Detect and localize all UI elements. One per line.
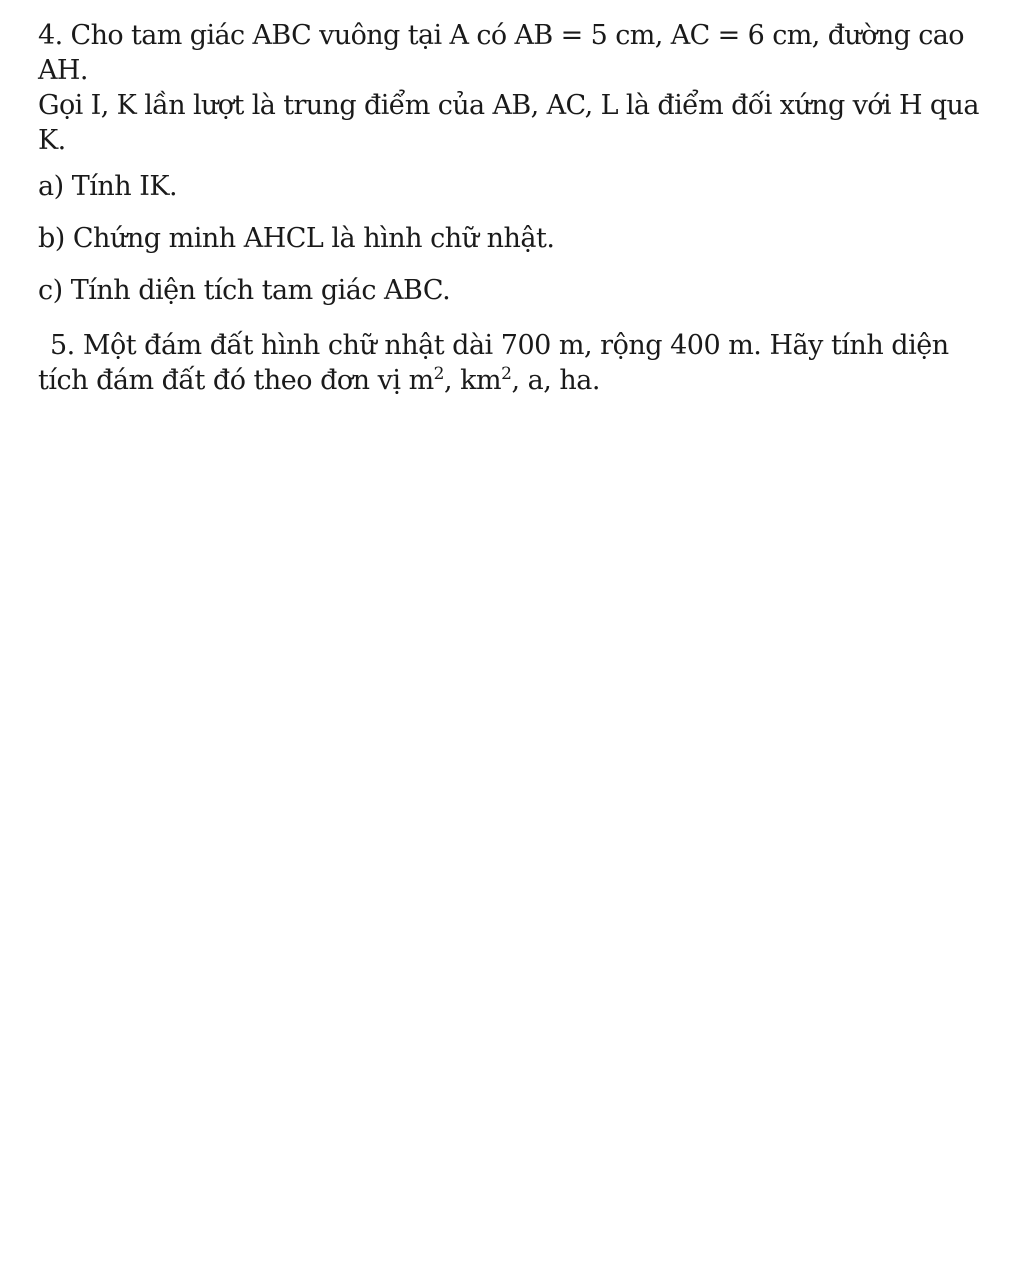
superscript-2-km: 2 xyxy=(501,364,512,384)
problem-4-part-c: c) Tính diện tích tam giác ABC. xyxy=(38,275,451,306)
document-page xyxy=(38,18,1018,398)
problem-4-line-1: 4. Cho tam giác ABC vuông tại A có AB = 5 cm, AC = 6 cm, đường cao AH. xyxy=(38,20,964,86)
problem-5-line-2-suffix: , a, ha. xyxy=(511,365,600,396)
problem-5-line-2 xyxy=(38,363,1018,398)
problem-4-line-2: Gọi I, K lần lượt là trung điểm của AB, AC, L là điểm đối xứng với H qua xyxy=(38,90,979,121)
problem-4-line-3: K. xyxy=(38,125,66,156)
problem-5-line-1 xyxy=(38,328,1018,363)
problem-5 xyxy=(38,328,1018,398)
problem-4-part-a: a) Tính IK. xyxy=(38,171,178,202)
unit-separator: , km xyxy=(444,365,502,396)
problem-4-part-b: b) Chứng minh AHCL là hình chữ nhật. xyxy=(38,223,555,254)
problem-5-line-1-text: 5. Một đám đất hình chữ nhật dài 700 m, rộng 400 m. Hãy tính diện xyxy=(50,330,949,361)
problem-5-line-2-prefix: tích đám đất đó theo đơn vị m xyxy=(38,365,434,396)
problem-4 xyxy=(38,18,1018,158)
superscript-2: 2 xyxy=(433,364,444,384)
